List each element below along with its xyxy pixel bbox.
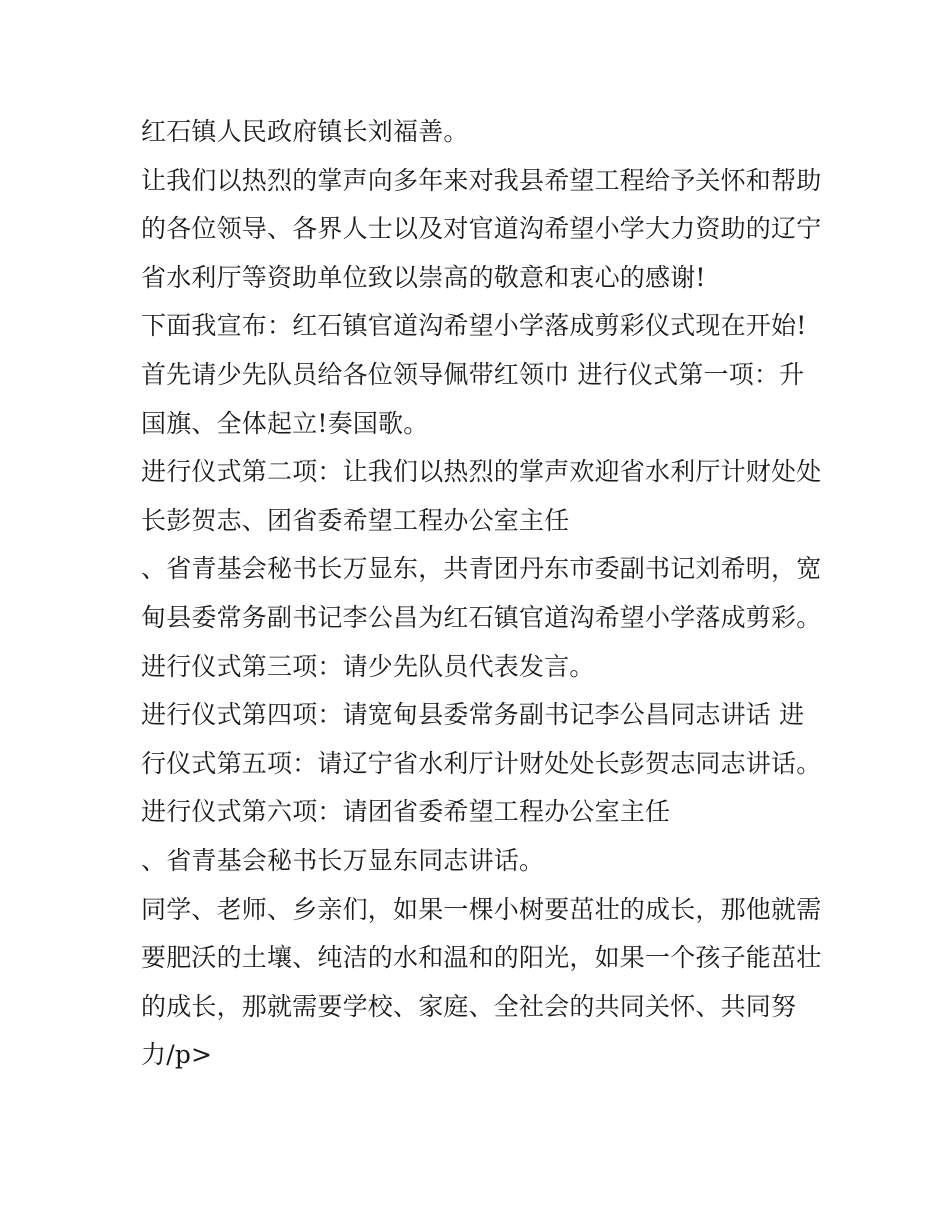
- text-line: 让我们以热烈的掌声向多年来对我县希望工程给予关怀和帮助: [141, 165, 822, 195]
- text-line: 、省青基会秘书长万显东，共青团丹东市委副书记刘希明，宽: [141, 554, 822, 584]
- text-line: 力/p>: [141, 1040, 213, 1070]
- text-line: 同学、老师、乡亲们，如果一棵小树要茁壮的成长，那他就需: [141, 894, 822, 924]
- text-line: 进行仪式第三项：请少先队员代表发言。: [141, 651, 595, 681]
- text-line: 下面我宣布：红石镇官道沟希望小学落成剪彩仪式现在开始!: [141, 311, 807, 341]
- text-line: 甸县委常务副书记李公昌为红石镇官道沟希望小学落成剪彩。: [141, 602, 822, 632]
- text-line: 的各位领导、各界人士以及对官道沟希望小学大力资助的辽宁: [141, 214, 822, 244]
- text-line: 、省青基会秘书长万显东同志讲话。: [141, 845, 545, 875]
- text-line: 红石镇人民政府镇长刘福善。: [141, 117, 469, 146]
- text-line: 进行仪式第四项：请宽甸县委常务副书记李公昌同志讲话 进: [141, 700, 805, 730]
- text-line: 的成长，那就需要学校、家庭、全社会的共同关怀、共同努: [141, 991, 797, 1021]
- text-line: 首先请少先队员给各位领导佩带红领巾 进行仪式第一项：升: [141, 359, 805, 389]
- text-line: 长彭贺志、团省委希望工程办公室主任: [141, 505, 570, 535]
- body-text: [141, 108, 831, 1080]
- text-line: 国旗、全体起立!奏国歌。: [141, 408, 429, 438]
- text-line: 行仪式第五项：请辽宁省水利厅计财处处长彭贺志同志讲话。: [141, 748, 822, 778]
- text-line: 进行仪式第六项：请团省委希望工程办公室主任: [141, 797, 671, 827]
- text-line: 要肥沃的土壤、纯洁的水和温和的阳光，如果一个孩子能茁壮: [141, 943, 822, 973]
- text-line: 省水利厅等资助单位致以崇高的敬意和衷心的感谢!: [141, 262, 706, 292]
- text-line: 进行仪式第二项：让我们以热烈的掌声欢迎省水利厅计财处处: [141, 457, 822, 487]
